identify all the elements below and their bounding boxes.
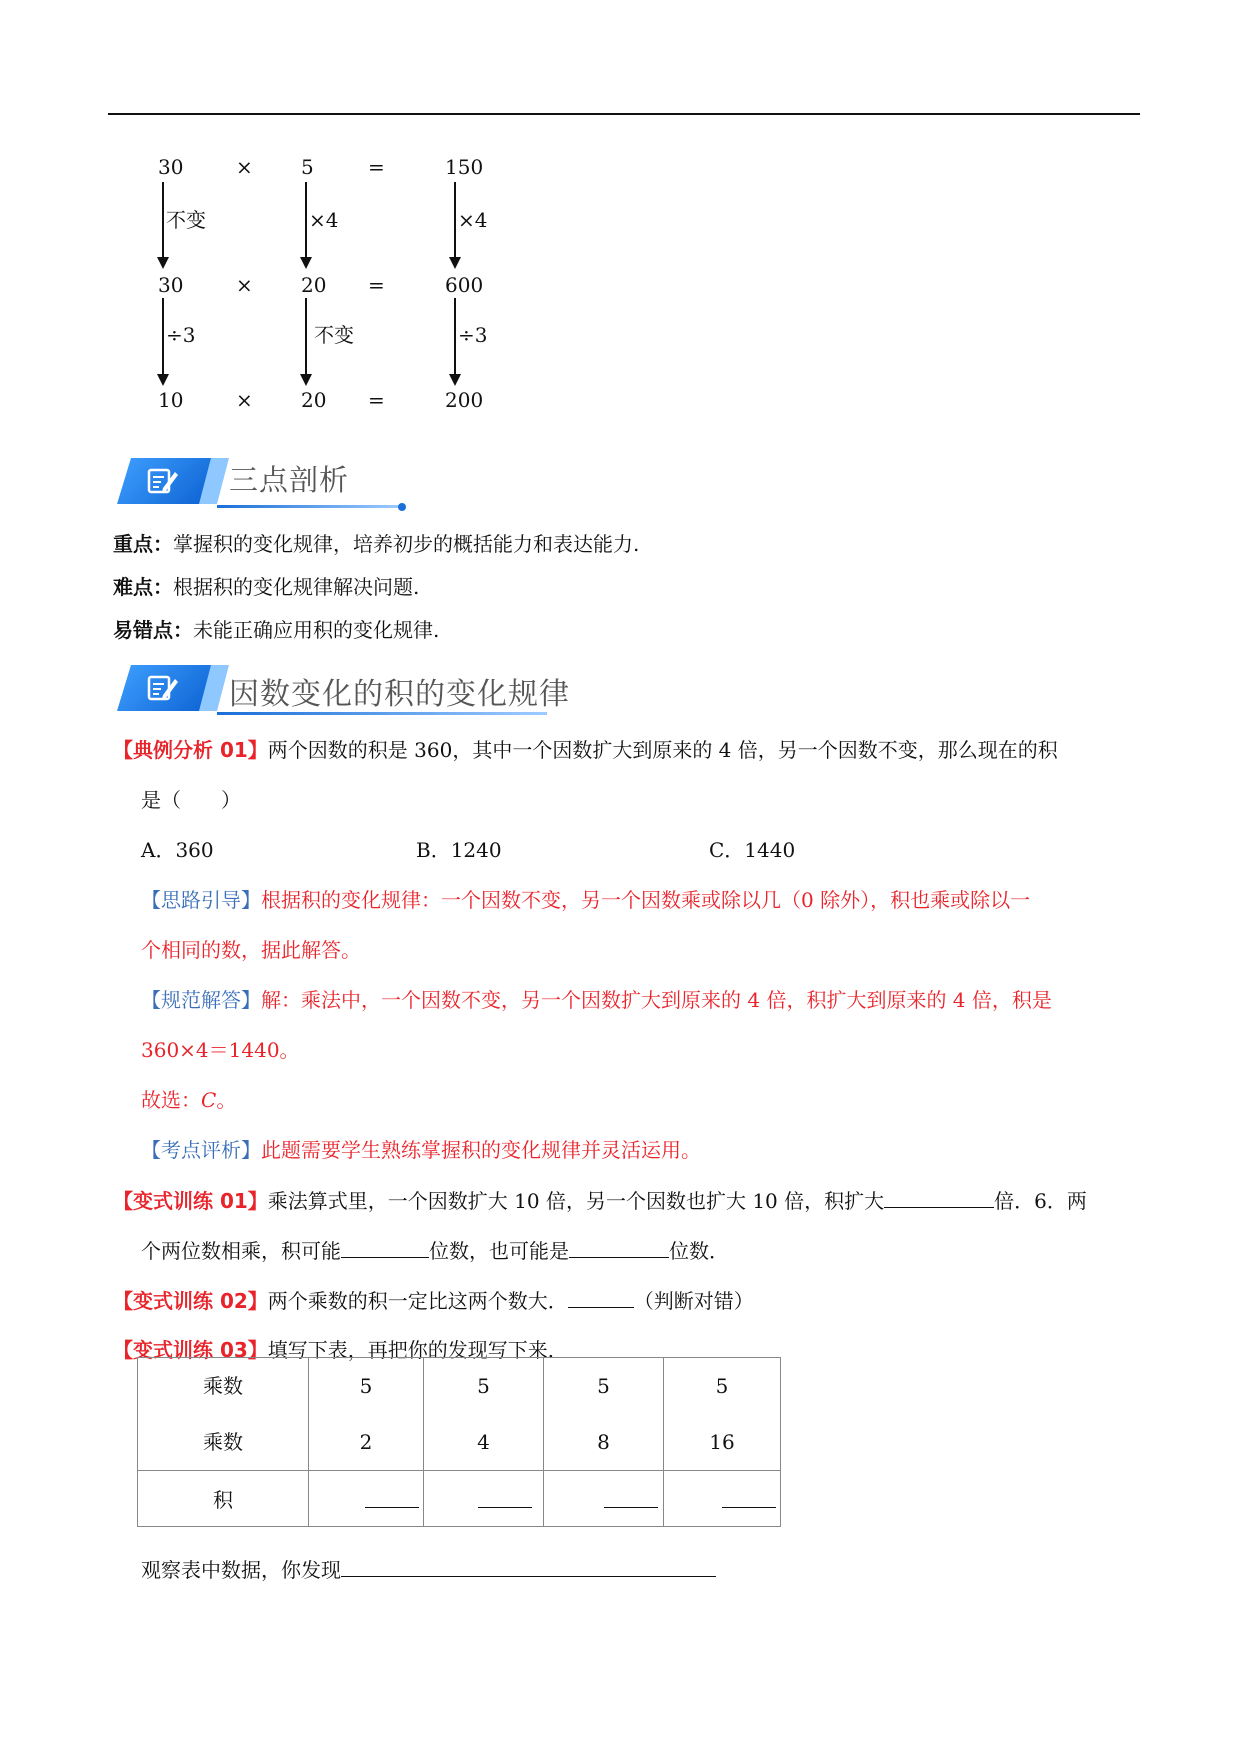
option-c: C．1440 xyxy=(709,838,796,862)
d-a1-c: ×4 xyxy=(458,208,488,232)
d-a2-a: ÷3 xyxy=(166,323,196,347)
d-r3-c: 200 xyxy=(445,388,484,412)
option-b: B．1240 xyxy=(416,838,502,862)
notepad-pencil-icon xyxy=(147,673,179,701)
section-title: 因数变化的积的变化规律 xyxy=(229,677,570,712)
d-r1-op: × xyxy=(236,155,253,179)
exercise-1-text-d: 位数，也可能是 xyxy=(429,1239,569,1263)
answer-blank[interactable] xyxy=(365,1485,419,1508)
down-arrow xyxy=(454,298,456,376)
answer-blank[interactable] xyxy=(341,1556,716,1577)
answer-blank[interactable] xyxy=(884,1187,994,1208)
d-a1-a: 不变 xyxy=(166,208,206,232)
d-a2-b: 不变 xyxy=(314,323,354,347)
banner-dot xyxy=(398,503,406,511)
table-cell xyxy=(309,1471,424,1527)
hint-text-1: 根据积的变化规律：一个因数不变，另一个因数乘或除以几（0 除外），积也乘或除以一 xyxy=(261,888,1031,912)
table-cell xyxy=(664,1358,781,1471)
example-line-2: 是（ ） xyxy=(141,788,241,812)
factor-value: 5 xyxy=(359,1374,373,1398)
d-r1-b: 5 xyxy=(301,155,314,179)
header-rule xyxy=(108,113,1140,115)
answer-text-1: 解：乘法中，一个因数不变，另一个因数扩大到原来的 4 倍，积扩大到原来的 4 倍，积是 xyxy=(261,988,1052,1012)
choice-prefix: 故选： xyxy=(141,1088,201,1112)
factor-value: 5 xyxy=(477,1374,490,1398)
exercise-1-line-2 xyxy=(141,1237,729,1264)
exercise-1-tag: 【变式训练 01】 xyxy=(113,1189,268,1213)
table-cell xyxy=(664,1471,781,1527)
table-header-cell xyxy=(138,1358,309,1471)
review-line xyxy=(141,1137,701,1163)
option-a: A．360 xyxy=(141,838,214,862)
d-a2-c: ÷3 xyxy=(458,323,488,347)
factor-label: 乘数 xyxy=(203,1430,243,1454)
exercise-1-text-e: 位数． xyxy=(669,1239,729,1263)
hard-text: 根据积的变化规律解决问题. xyxy=(173,575,420,599)
key-point-line xyxy=(113,531,639,557)
exercise-3-text: 填写下表，再把你的发现写下来． xyxy=(267,1338,568,1362)
hint-line-1 xyxy=(141,887,1030,913)
product-table xyxy=(137,1357,781,1527)
exercise-2-tag: 【变式训练 02】 xyxy=(113,1289,268,1313)
hard-label: 难点： xyxy=(113,575,173,599)
answer-tag: 【规范解答】 xyxy=(141,988,261,1012)
d-r2-b: 20 xyxy=(301,273,327,297)
answer-line-1 xyxy=(141,987,1052,1013)
d-r2-c: 600 xyxy=(445,273,484,297)
choice-letter: C xyxy=(201,1088,217,1112)
d-a1-b: ×4 xyxy=(309,208,339,232)
table-row xyxy=(138,1471,781,1527)
d-r3-b: 20 xyxy=(301,388,327,412)
exercise-1-text-b: 倍．6．两 xyxy=(994,1189,1087,1213)
down-arrow xyxy=(162,182,164,259)
d-r2-a: 30 xyxy=(158,273,184,297)
banner-underline xyxy=(217,505,402,508)
d-r1-c: 150 xyxy=(445,155,484,179)
d-r1-a: 30 xyxy=(158,155,184,179)
down-arrow xyxy=(162,298,164,376)
observe-text: 观察表中数据，你发现 xyxy=(141,1558,341,1582)
section-banner xyxy=(117,456,402,508)
exercise-1-text-c: 个两位数相乘，积可能 xyxy=(141,1239,341,1263)
example-line-1 xyxy=(113,737,1058,763)
factor-value: 5 xyxy=(597,1374,610,1398)
table-cell xyxy=(544,1358,664,1471)
exercise-2-text-a: 两个乘数的积一定比这两个数大． xyxy=(267,1289,568,1313)
factor-value: 8 xyxy=(597,1430,610,1454)
d-r3-a: 10 xyxy=(158,388,184,412)
answer-blank[interactable] xyxy=(341,1237,429,1258)
factor-value: 4 xyxy=(477,1430,490,1454)
down-arrow xyxy=(305,182,307,259)
key-text: 掌握积的变化规律，培养初步的概括能力和表达能力. xyxy=(173,532,640,556)
choice-suffix: 。 xyxy=(216,1088,237,1112)
exercise-1-line-1 xyxy=(113,1187,1087,1214)
review-text: 此题需要学生熟练掌握积的变化规律并灵活运用。 xyxy=(261,1138,701,1162)
answer-blank[interactable] xyxy=(722,1485,776,1508)
d-r3-eq: = xyxy=(368,388,385,412)
factor-value: 2 xyxy=(359,1430,373,1454)
product-label: 积 xyxy=(138,1471,309,1527)
down-arrow xyxy=(305,298,307,376)
table-row xyxy=(138,1358,781,1471)
hint-line-2: 个相同的数，据此解答。 xyxy=(141,938,361,962)
answer-blank[interactable] xyxy=(478,1485,532,1508)
review-tag: 【考点评析】 xyxy=(141,1138,261,1162)
answer-blank[interactable] xyxy=(568,1287,634,1308)
d-r2-eq: = xyxy=(368,273,385,297)
section-banner xyxy=(117,663,570,715)
exercise-2-text-b: （判断对错） xyxy=(633,1289,754,1313)
down-arrow xyxy=(454,182,456,259)
section-title: 三点剖析 xyxy=(229,463,350,497)
d-r1-eq: = xyxy=(368,155,385,179)
table-cell xyxy=(424,1471,544,1527)
error-label: 易错点： xyxy=(113,618,193,642)
answer-line-2: 360×4＝1440。 xyxy=(141,1038,300,1062)
notepad-pencil-icon xyxy=(147,466,179,494)
exercise-1-text-a: 乘法算式里，一个因数扩大 10 倍，另一个因数也扩大 10 倍，积扩大 xyxy=(267,1189,885,1213)
key-label: 重点： xyxy=(113,532,173,556)
answer-blank[interactable] xyxy=(569,1237,669,1258)
hint-tag: 【思路引导】 xyxy=(141,888,261,912)
factor-label: 乘数 xyxy=(203,1374,243,1398)
table-cell xyxy=(424,1358,544,1471)
d-r3-op: × xyxy=(236,388,253,412)
error-text: 未能正确应用积的变化规律. xyxy=(193,618,440,642)
hard-point-line xyxy=(113,574,419,600)
exercise-2-line xyxy=(113,1287,754,1314)
example-text-1: 两个因数的积是 360，其中一个因数扩大到原来的 4 倍，另一个因数不变，那么现在的积 xyxy=(267,738,1058,762)
answer-choice-line xyxy=(141,1087,236,1113)
d-r2-op: × xyxy=(236,273,253,297)
example-tag: 【典例分析 01】 xyxy=(113,738,268,762)
answer-blank[interactable] xyxy=(604,1485,658,1508)
exercise-3-tag: 【变式训练 03】 xyxy=(113,1338,268,1362)
error-point-line xyxy=(113,617,439,643)
factor-value: 16 xyxy=(709,1430,735,1454)
table-cell xyxy=(544,1471,664,1527)
table-cell xyxy=(309,1358,424,1471)
factor-value: 5 xyxy=(715,1374,729,1398)
observe-line xyxy=(141,1556,716,1583)
